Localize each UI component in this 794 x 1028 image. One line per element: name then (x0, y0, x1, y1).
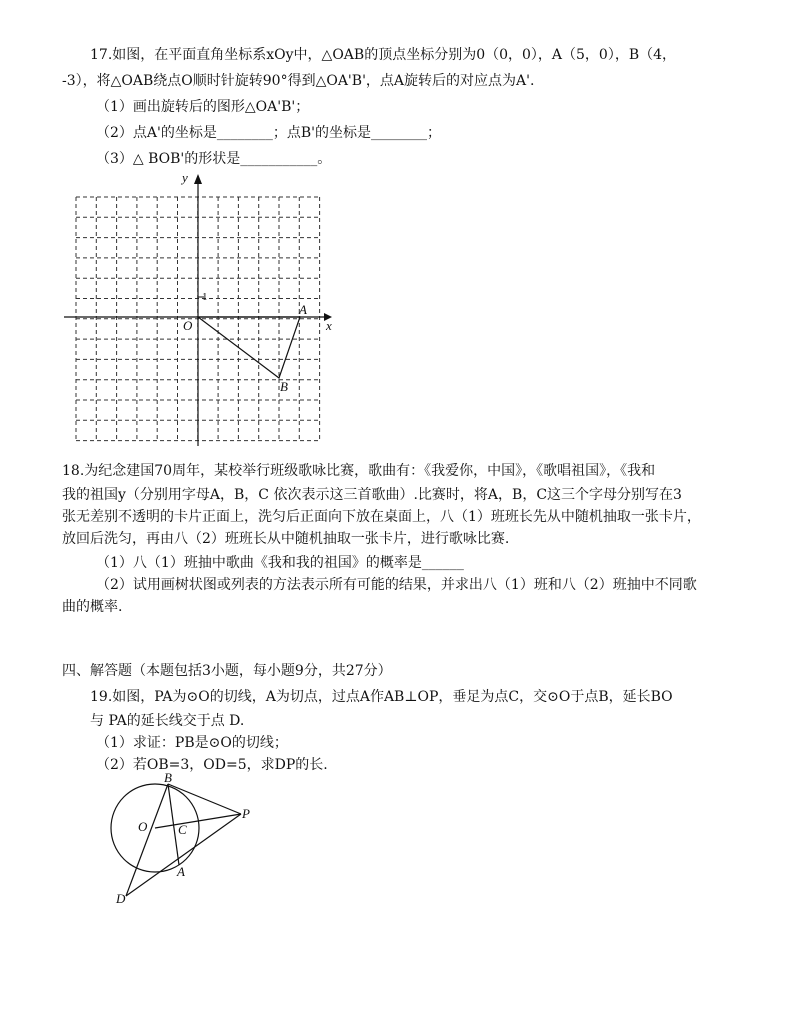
q17-line1: 17.如图，在平面直角坐标系xOy中，△OAB的顶点坐标分别为0（0，0），A（5，0），B（4， (90, 47, 677, 63)
label-a: A (177, 864, 185, 879)
q18-sub2b: 曲的概率. (62, 599, 123, 615)
q17-sub2: （2）点A'的坐标是________；点B'的坐标是________； (96, 125, 442, 141)
triangle-oab (198, 317, 300, 378)
label-d: D (116, 891, 126, 906)
line-bd (126, 784, 168, 896)
label-b: B (164, 770, 172, 785)
section4-heading: 四、解答题（本题包括3小题，每小题9分，共27分） (62, 663, 392, 679)
q18-sub1: （1）八（1）班抽中歌曲《我和我的祖国》的概率是______ (96, 555, 464, 571)
x-axis-label: x (326, 318, 332, 333)
q18-line3: 张无差别不透明的卡片正面上，洗匀后正面向下放在桌面上，八（1）班班长先从中随机抽取一张卡片， (62, 509, 701, 525)
line-op (155, 814, 241, 828)
q19-sub2: （2）若OB=3，OD=5，求DP的长. (96, 757, 328, 773)
q18-sub2: （2）试用画树状图或列表的方法表示所有可能的结果，并求出八（1）班和八（2）班抽中不同歌 (96, 577, 697, 593)
point-a-label: A (299, 302, 307, 317)
q17-line2: -3），将△OAB绕点O顺时针旋转90°得到△OA'B'，点A旋转后的对应点为A'. (62, 73, 535, 89)
label-c: C (178, 822, 187, 837)
circle-tangent-figure (100, 770, 280, 910)
unit-label: 1 (202, 291, 208, 303)
q19-line2: 与 PA的延长线交于点 D. (90, 713, 245, 729)
q19-sub1: （1）求证：PB是⊙O的切线； (96, 735, 288, 751)
q18-line2: 我的祖国y（分别用字母A，B，C 依次表示这三首歌曲）.比赛时，将A，B，C这三个字母分别写在3 (62, 487, 682, 503)
label-o: O (138, 819, 148, 834)
q19-line1: 19.如图，PA为⊙O的切线，A为切点，过点A作AB⊥OP，垂足为点C，交⊙O于点B，延长BO (90, 689, 673, 705)
q18-line4: 放回后洗匀，再由八（2）班班长从中随机抽取一张卡片，进行歌咏比赛. (62, 531, 510, 547)
line-pb (168, 784, 241, 814)
q18-line1: 18.为纪念建国70周年，某校举行班级歌咏比赛，歌曲有：《我爱你，中国》，《歌唱祖国》，《我和 (62, 463, 656, 479)
point-b-label: B (280, 379, 288, 394)
y-axis-arrow (194, 174, 202, 184)
label-p: P (242, 806, 250, 821)
y-axis-label: y (182, 170, 188, 185)
coordinate-grid-figure (56, 168, 356, 448)
origin-label: O (183, 318, 193, 333)
q17-sub1: （1）画出旋转后的图形△OA'B'； (96, 99, 310, 115)
q17-sub3: （3）△ BOB'的形状是___________。 (96, 151, 332, 167)
